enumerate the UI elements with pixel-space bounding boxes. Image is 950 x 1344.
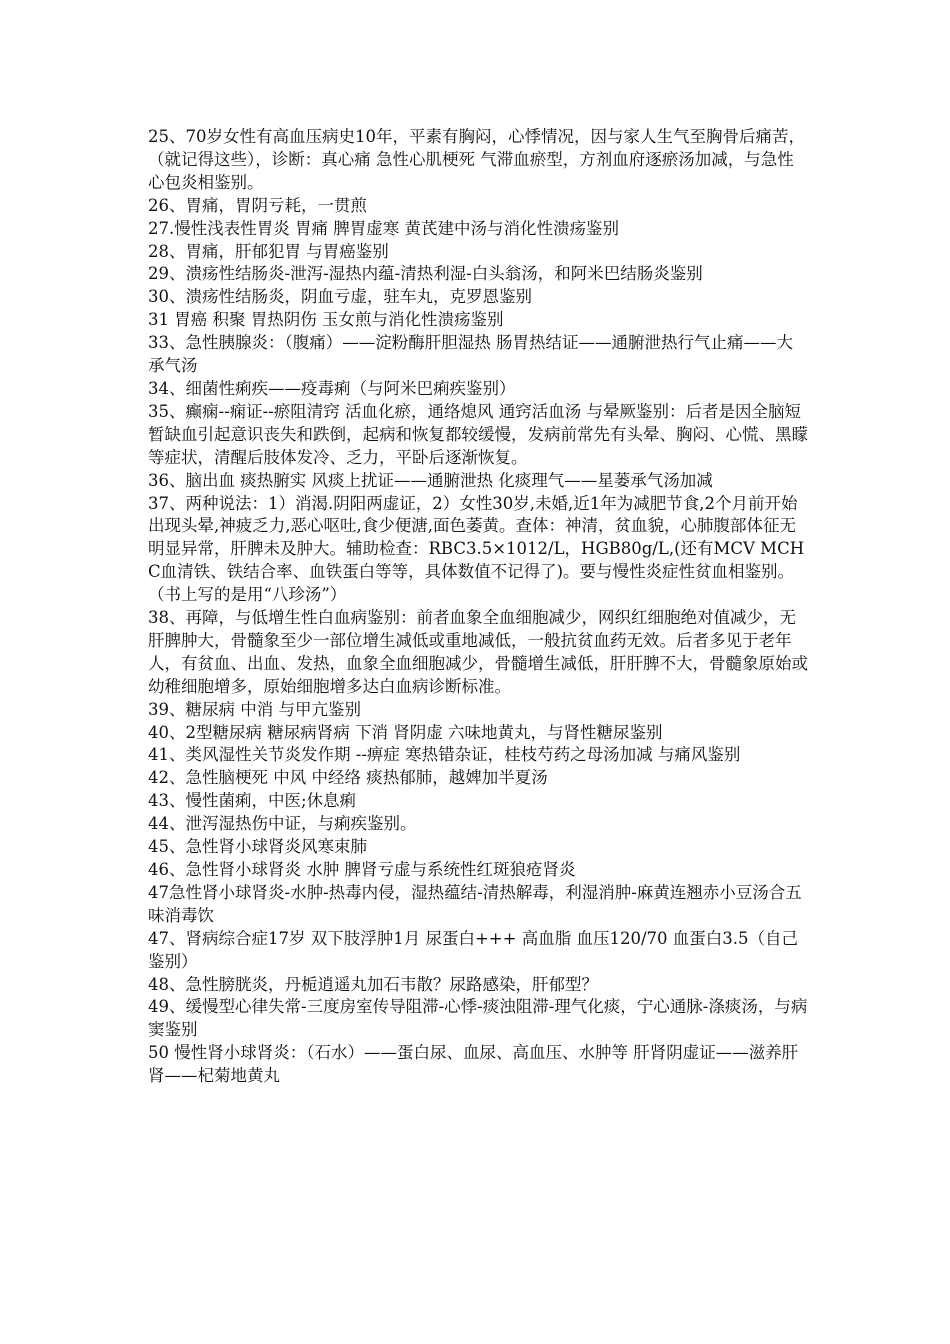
entry-43: 43、慢性菌痢，中医;休息痢 (148, 791, 357, 811)
entry-41: 41、类风湿性关节炎发作期 --痹症 寒热错杂证，桂枝芍药之母汤加减 与痛风鉴别 (148, 745, 741, 765)
entry-28: 28、胃痛，肝郁犯胃 与胃癌鉴别 (148, 241, 389, 261)
entry-29: 29、溃疡性结肠炎-泄泻-湿热内蕴-清热利湿-白头翁汤，和阿米巴结肠炎鉴别 (148, 264, 703, 284)
entry-45: 45、急性肾小球肾炎风寒束肺 (148, 837, 367, 857)
entry-31: 31 胃癌 积聚 胃热阴伤 玉女煎与消化性溃疡鉴别 (148, 310, 504, 330)
entry-50: 50 慢性肾小球肾炎：（石水）——蛋白尿、血尿、高血压、水肿等 肝肾阴虚证——滋养肝肾——杞菊地黄丸 (148, 1043, 799, 1086)
entry-40: 40、2型糖尿病 糖尿病肾病 下消 肾阴虚 六味地黄丸，与肾性糖尿鉴别 (148, 722, 663, 742)
document-body (148, 126, 808, 1088)
entry-42: 42、急性脑梗死 中风 中经络 痰热郁肺，越婢加半夏汤 (148, 768, 548, 788)
entry-26: 26、胃痛，胃阴亏耗，一贯煎 (148, 195, 367, 215)
entry-34: 34、细菌性痢疾——疫毒痢（与阿米巴痢疾鉴别） (148, 378, 516, 398)
entry-44: 44、泄泻湿热伤中证，与痢疾鉴别。 (148, 814, 417, 834)
entry-39: 39、糖尿病 中消 与甲亢鉴别 (148, 699, 361, 719)
entry-38: 38、再障，与低增生性白血病鉴别：前者血象全血细胞减少，网织红细胞绝对值减少，无肝脾肿大，骨髓象至少一部位增生减低或重地减低，一般抗贫血药无效。后者多见于老年人，有贫血、出血、发热，血象全血细胞减少，骨髓增生减低，肝肝脾不大，骨髓象原始或幼稚细胞增多，原始细胞增多达白血病诊断标准。 (148, 608, 808, 696)
entry-30: 30、溃疡性结肠炎，阴血亏虚，驻车丸，克罗恩鉴别 (148, 287, 532, 307)
entry-37: 37、两种说法：1）消渴.阴阳两虚证，2）女性30岁,未婚,近1年为减肥节食,2个月前开始出现头晕,神疲乏力,恶心呕吐,食少便溏,面色萎黄。查体：神清，贫血貌，心肺腹部体征无明显异常，肝脾未及肿大。辅助检查：RBC3.5×1012/L，HGB80g/L,(还有MCV MCHC血清铁、铁结合率、血铁蛋白等等，具体数值不记得了)。要与慢性炎症性贫血相鉴别。（书上写的是用“八珍汤”） (148, 493, 805, 605)
entry-33: 33、急性胰腺炎：（腹痛）——淀粉酶肝胆湿热 肠胃热结证——通腑泄热行气止痛——大承气汤 (148, 333, 793, 376)
entry-27: 27.慢性浅表性胃炎 胃痛 脾胃虚寒 黄芪建中汤与消化性溃疡鉴别 (148, 218, 619, 238)
entry-46: 46、急性肾小球肾炎 水肿 脾肾亏虚与系统性红斑狼疮肾炎 (148, 860, 576, 879)
entry-48: 48、急性膀胱炎，丹栀逍遥丸加石韦散？尿路感染，肝郁型？ (148, 974, 598, 994)
entry-25: 25、70岁女性有高血压病史10年，平素有胸闷，心悸情况，因与家人生气至胸骨后痛苦，（就记得这些），诊断：真心痛 急性心肌梗死 气滞血瘀型，方剂血府逐瘀汤加减，与急性心包炎相鉴别。 (148, 127, 805, 192)
entry-47b: 47、肾病综合症17岁 双下肢浮肿1月 尿蛋白+++ 高血脂 血压120/70 血蛋白3.5（自己鉴别） (148, 928, 798, 971)
entry-49: 49、缓慢型心律失常-三度房室传导阻滞-心悸-痰浊阻滞-理气化痰，宁心通脉-涤痰汤，与病窦鉴别 (148, 997, 808, 1040)
entry-47a: 47急性肾小球肾炎-水肿-热毒内侵，湿热蕴结-清热解毒，利湿消肿-麻黄连翘赤小豆汤合五味消毒饮 (148, 882, 802, 925)
entry-36: 36、脑出血 痰热腑实 风痰上扰证——通腑泄热 化痰理气——星蒌承气汤加减 (148, 470, 713, 490)
entry-35: 35、癫痫--痫证--瘀阻清窍 活血化瘀，通络熄风 通窍活血汤 与晕厥鉴别：后者是因全脑短暂缺血引起意识丧失和跌倒，起病和恢复都较缓慢，发病前常先有头晕、胸闷、心慌、黑矇等症状，清醒后肢体发冷、乏力，平卧后逐渐恢复。 (148, 401, 808, 467)
